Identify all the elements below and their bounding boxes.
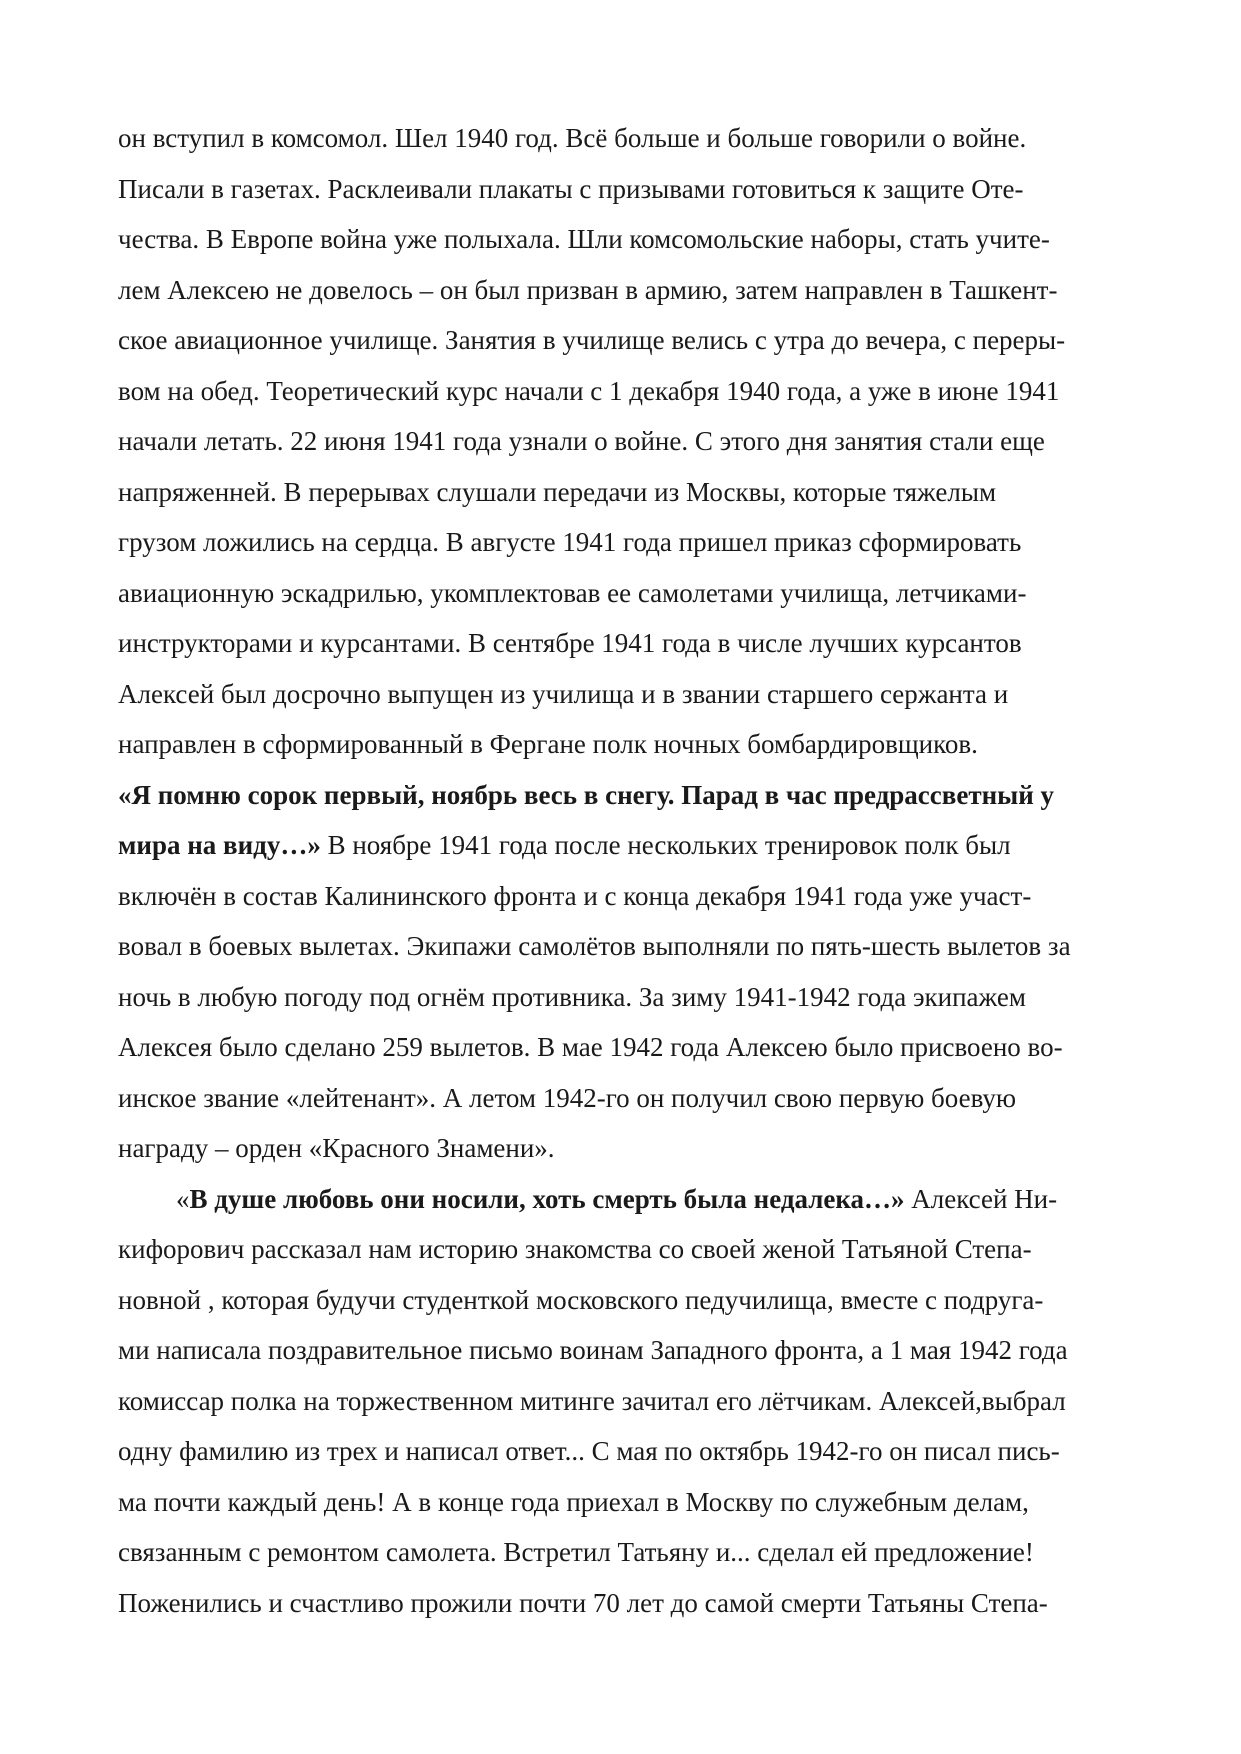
text-line: чества. В Европе война уже полыхала. Шли комсомольские наборы, стать учите- xyxy=(118,224,1050,254)
text-line: начали летать. 22 июня 1941 года узнали о войне. С этого дня занятия стали еще xyxy=(118,426,1045,456)
quote-line xyxy=(118,1174,1158,1225)
text-line: инструкторами и курсантами. В сентябре 1941 года в числе лучших курсантов xyxy=(118,628,1022,658)
quote-open-mark: « xyxy=(176,1183,190,1214)
text-line: включён в состав Калининского фронта и с конца декабря 1941 года уже участ- xyxy=(118,880,1032,911)
quote-continuation: В ноябре 1941 года после нескольких тренировок полк был xyxy=(320,830,1011,860)
quote-line xyxy=(118,770,1158,821)
quote-bold: В душе любовь они носили, хоть смерть была недалека…» xyxy=(189,1183,905,1214)
quote-bold: «Я помню сорок первый, ноябрь весь в снегу. Парад в час предрассветный у xyxy=(118,779,1055,810)
text-line: награду – орден «Красного Знамени». xyxy=(118,1133,555,1163)
text-line: вовал в боевых вылетах. Экипажи самолётов выполняли по пять-шесть вылетов за xyxy=(118,931,1071,961)
text-line: Алексея было сделано 259 вылетов. В мае 1942 года Алексею было присвоено во- xyxy=(118,1032,1063,1062)
text-line: Алексей был досрочно выпущен из училища и в звании старшего сержанта и xyxy=(118,678,1009,709)
text-line: вом на обед. Теоретический курс начали с 1 декабря 1940 года, а уже в июне 1941 xyxy=(118,375,1060,406)
text-line: Писали в газетах. Расклеивали плакаты с призывами готовиться к защите Оте- xyxy=(118,173,1024,204)
quote-line xyxy=(118,820,1158,871)
text-line: ми написала поздравительное письмо воинам Западного фронта, а 1 мая 1942 года xyxy=(118,1335,1068,1365)
text-line: комиссар полка на торжественном митинге зачитал его лётчикам. Алексей,выбрал xyxy=(118,1385,1066,1416)
text-line: направлен в сформированный в Фергане полк ночных бомбардировщиков. xyxy=(118,729,978,759)
text-line: грузом ложились на сердца. В августе 1941 года пришел приказ сформировать xyxy=(118,527,1022,557)
text-line: Поженились и счастливо прожили почти 70 лет до самой смерти Татьяны Степа- xyxy=(118,1587,1048,1618)
quote-bold: мира на виду…» xyxy=(118,830,321,860)
body-text xyxy=(118,113,1158,1628)
text-line: авиационную эскадрилью, укомплектовав ее самолетами училища, летчиками- xyxy=(118,577,1027,608)
text-line: новной , которая будучи студенткой московского педучилища, вместе с подруга- xyxy=(118,1284,1044,1315)
text-line: ночь в любую погоду под огнём противника. За зиму 1941-1942 года экипажем xyxy=(118,981,1026,1012)
text-line: ское авиационное училище. Занятия в училище велись с утра до вечера, с переры- xyxy=(118,325,1066,355)
quote-continuation: Алексей Ни- xyxy=(904,1183,1058,1214)
text-line: ма почти каждый день! А в конце года приехал в Москву по служебным делам, xyxy=(118,1486,1029,1517)
text-line: одну фамилию из трех и написал ответ... С мая по октябрь 1942-го он писал пись- xyxy=(118,1436,1060,1466)
text-line: он вступил в комсомол. Шел 1940 год. Всё больше и больше говорили о войне. xyxy=(118,123,1027,153)
text-line: инское звание «лейтенант». А летом 1942-го он получил свою первую боевую xyxy=(118,1082,1017,1113)
text-line: кифорович рассказал нам историю знакомства со своей женой Татьяной Степа- xyxy=(118,1234,1032,1264)
text-line: лем Алексею не довелось – он был призван в армию, затем направлен в Ташкент- xyxy=(118,274,1058,305)
text-line: связанным с ремонтом самолета. Встретил Татьяну и... сделал ей предложение! xyxy=(118,1537,1034,1567)
text-line: напряженней. В перерывах слушали передачи из Москвы, которые тяжелым xyxy=(118,476,997,507)
